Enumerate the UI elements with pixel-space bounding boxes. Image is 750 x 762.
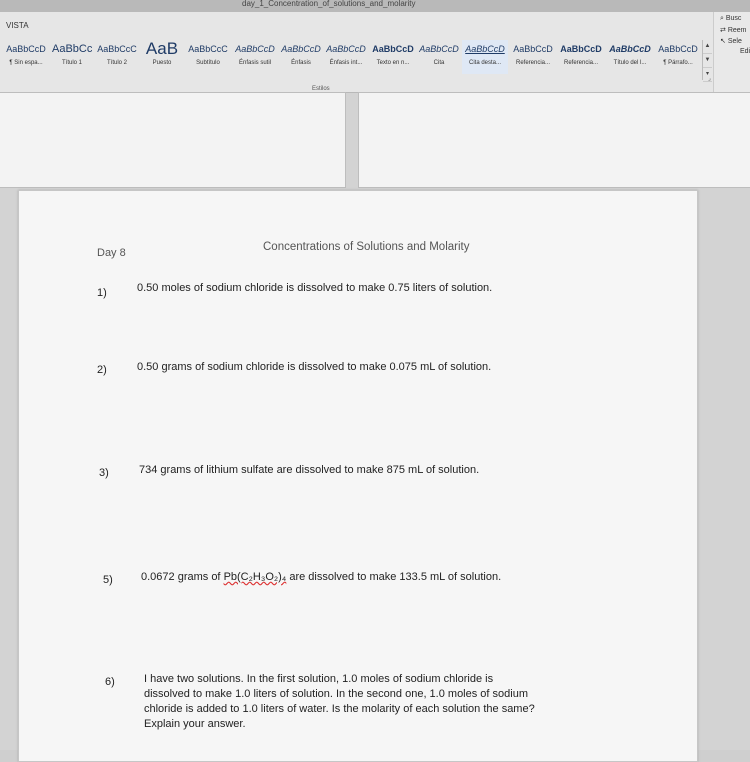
- style-subtitulo[interactable]: AaBbCcC Subtítulo: [188, 44, 228, 66]
- question-text: 0.0672 grams of Pb(C₂H₃O₂)₄ are dissolved to make 133.5 mL of solution.: [141, 571, 502, 583]
- style-titulo-del-libro[interactable]: AaBbCcD Título del l...: [609, 44, 651, 66]
- page-title: Concentrations of Solutions and Molarity: [263, 241, 470, 253]
- replace-button[interactable]: ⇄ Reem: [720, 27, 747, 34]
- group-label-edicion: Edi: [740, 48, 750, 55]
- question-number: 2): [97, 364, 107, 376]
- select-button[interactable]: ↖ Sele: [720, 38, 742, 45]
- question-text: 0.50 moles of sodium chloride is dissolved to make 0.75 liters of solution.: [137, 282, 493, 294]
- title-bar: [0, 0, 750, 12]
- style-puesto[interactable]: AaB Puesto: [145, 40, 179, 66]
- cursor-icon: ↖: [720, 38, 726, 45]
- style-titulo-2[interactable]: AaBbCcC Título 2: [97, 44, 137, 66]
- style-enfasis-sutil[interactable]: AaBbCcD Énfasis sutil: [235, 44, 275, 66]
- question-number: 1): [97, 287, 107, 299]
- style-parrafo-de-lista[interactable]: AaBbCcD ¶ Párrafo...: [658, 44, 698, 66]
- styles-gallery-scroll[interactable]: [702, 40, 712, 80]
- scroll-up-icon[interactable]: ▲: [703, 40, 712, 54]
- question-number: 6): [105, 676, 115, 688]
- day-label: Day 8: [97, 247, 126, 259]
- styles-dialog-launcher-icon[interactable]: ⌟: [708, 76, 711, 82]
- style-enfasis[interactable]: AaBbCcD Énfasis: [281, 44, 321, 66]
- more-styles-icon[interactable]: ▾: [703, 68, 712, 82]
- group-label-estilos: Estilos: [312, 86, 330, 92]
- style-referencia-sutil[interactable]: AaBbCcD Referencia...: [513, 44, 553, 66]
- style-cita-destacada[interactable]: AaBbCcD Cita desta...: [462, 40, 508, 74]
- document-name: day_1_Concentration_of_solutions_and_molarity: [242, 0, 416, 8]
- previous-page-left: [0, 92, 346, 188]
- style-cita[interactable]: AaBbCcD Cita: [419, 44, 459, 66]
- scroll-down-icon[interactable]: ▼: [703, 54, 712, 68]
- style-texto-en-negrita[interactable]: AaBbCcD Texto en n...: [372, 44, 414, 66]
- style-sin-espaciado[interactable]: AaBbCcD ¶ Sin espa...: [6, 44, 46, 66]
- style-enfasis-intenso[interactable]: AaBbCcD Énfasis int...: [326, 44, 366, 66]
- question-text: I have two solutions. In the first solution, 1.0 moles of sodium chloride is dissolved to make 1.0 liters of solution. In the second one, 1.0 moles of sodium chloride is added to 1.0 liters of water. Is the molarity of each solution the same? Explain your answer.: [144, 673, 535, 730]
- tab-vista[interactable]: VISTA: [6, 21, 29, 30]
- style-titulo-1[interactable]: AaBbCc Título 1: [52, 43, 92, 66]
- chemical-formula: Pb(C₂H₃O₂)₄: [223, 571, 287, 583]
- styles-gallery: [0, 40, 712, 80]
- document-page[interactable]: [18, 190, 698, 762]
- binoculars-icon: ⌕: [720, 15, 724, 22]
- question-number: 3): [99, 467, 109, 479]
- question-text: 0.50 grams of sodium chloride is dissolved to make 0.075 mL of solution.: [137, 361, 492, 373]
- question-text: 734 grams of lithium sulfate are dissolved to make 875 mL of solution.: [139, 464, 480, 476]
- previous-page-right: [358, 92, 750, 188]
- replace-icon: ⇄: [720, 27, 726, 34]
- editing-group: [713, 12, 750, 92]
- question-number: 5): [103, 574, 113, 586]
- find-button[interactable]: ⌕ Busc: [720, 15, 742, 22]
- ribbon: [0, 12, 750, 93]
- style-referencia-intensa[interactable]: AaBbCcD Referencia...: [560, 44, 602, 66]
